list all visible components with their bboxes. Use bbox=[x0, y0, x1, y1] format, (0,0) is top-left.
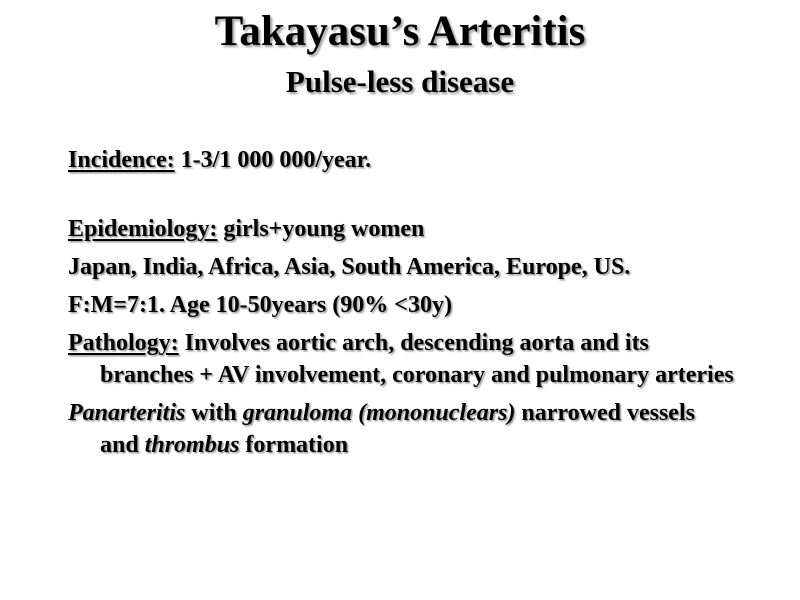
panarteritis-paragraph bbox=[68, 397, 738, 461]
pathology-label: Pathology: bbox=[68, 330, 179, 356]
incidence-paragraph bbox=[68, 144, 738, 176]
ratio-paragraph: F:M=7:1. Age 10-50years (90% <30y) bbox=[68, 292, 452, 318]
panarteritis-text-2: narrowed vessels and bbox=[100, 400, 695, 458]
slide-title: Takayasu’s Arteritis bbox=[214, 8, 586, 55]
panarteritis-text-1: with bbox=[185, 400, 243, 426]
pathology-text: Involves aortic arch, descending aorta and its branches + AV involvement, coronary and pulmonary arteries bbox=[100, 330, 734, 388]
incidence-label: Incidence: bbox=[68, 147, 175, 173]
granuloma-term: granuloma (mononuclears) bbox=[242, 400, 516, 426]
regions-paragraph: Japan, India, Africa, Asia, South America, Europe, US. bbox=[68, 254, 631, 280]
pathology-paragraph bbox=[68, 327, 738, 391]
panarteritis-term: Panarteritis bbox=[68, 400, 186, 426]
epidemiology-label: Epidemiology: bbox=[68, 216, 218, 242]
thrombus-term: thrombus bbox=[144, 432, 240, 458]
epidemiology-paragraph bbox=[68, 213, 738, 245]
incidence-text: 1-3/1 000 000/year. bbox=[174, 147, 372, 173]
slide-subtitle: Pulse-less disease bbox=[285, 64, 515, 99]
slide-body bbox=[68, 144, 738, 467]
epidemiology-text: girls+young women bbox=[217, 216, 425, 242]
panarteritis-text-3: formation bbox=[239, 432, 349, 458]
